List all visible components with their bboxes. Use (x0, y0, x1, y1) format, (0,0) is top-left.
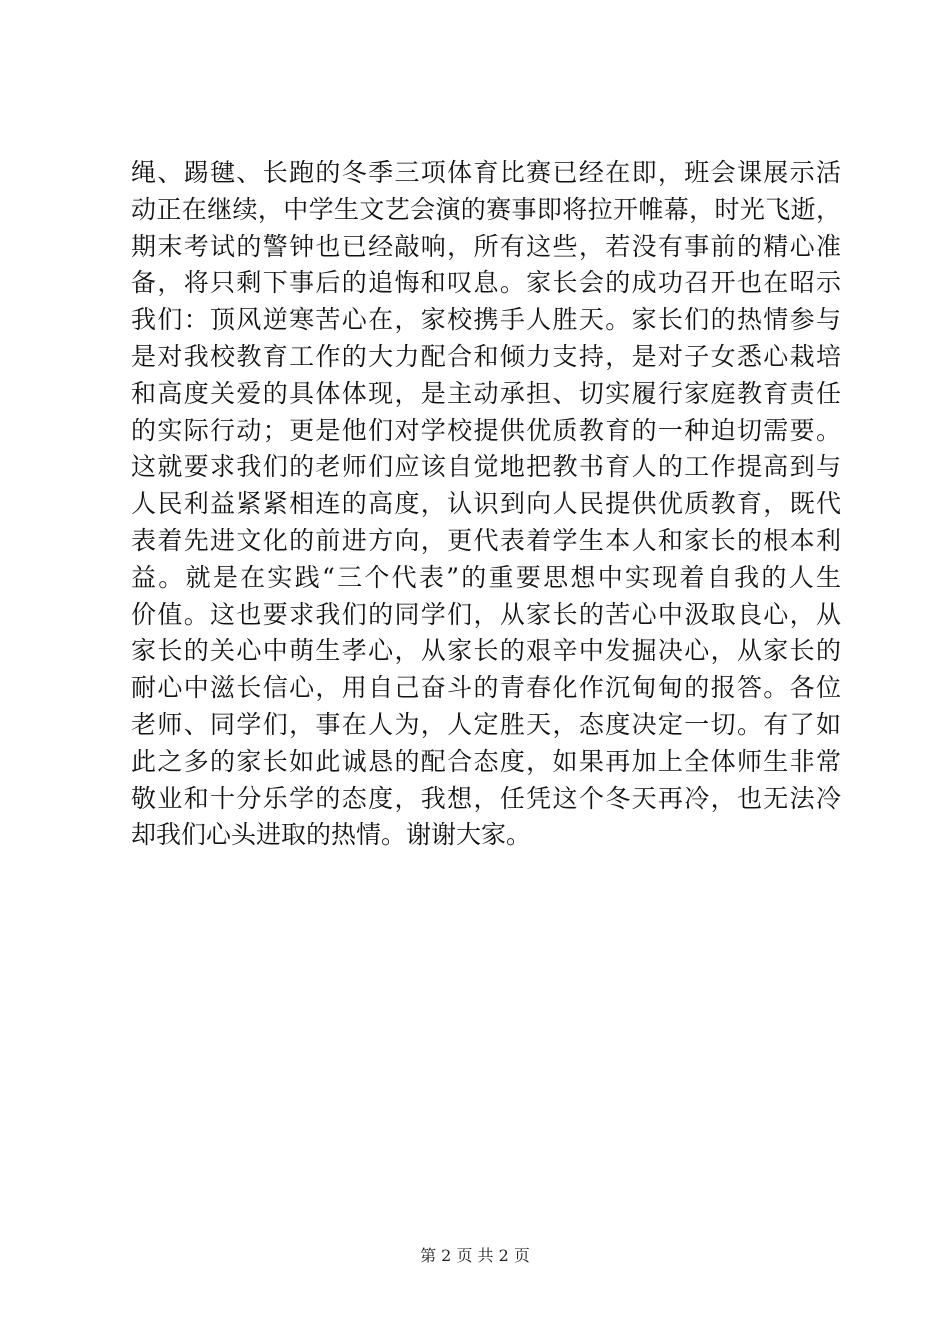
text-line: 期末考试的警钟也已经敲响，所有这些，若没有事前的精心准 (131, 231, 841, 261)
text-line: 价值。这也要求我们的同学们，从家长的苦心中汲取良心，从 (131, 599, 841, 629)
text-line: 备，将只剩下事后的追悔和叹息。家长会的成功召开也在昭示 (131, 268, 841, 298)
text-line: 表着先进文化的前进方向，更代表着学生本人和家长的根本利 (131, 525, 841, 555)
page-number-footer: 第 2 页 共 2 页 (420, 1246, 530, 1265)
text-line: 此之多的家长如此诚恳的配合态度，如果再加上全体师生非常 (131, 746, 841, 776)
text-line: 动正在继续，中学生文艺会演的赛事即将拉开帷幕，时光飞逝， (131, 194, 841, 224)
text-line: 我们：顶风逆寒苦心在，家校携手人胜天。家长们的热情参与 (131, 305, 841, 335)
text-line: 耐心中滋长信心，用自己奋斗的青春化作沉甸甸的报答。各位 (131, 673, 841, 703)
text-line: 的实际行动；更是他们对学校提供优质教育的一种迫切需要。 (131, 415, 841, 445)
text-line: 敬业和十分乐学的态度，我想，任凭这个冬天再冷，也无法冷 (131, 783, 841, 813)
text-line: 益。就是在实践“三个代表”的重要思想中实现着自我的人生 (131, 562, 841, 592)
text-line: 家长的关心中萌生孝心，从家长的艰辛中发掘决心，从家长的 (131, 636, 841, 666)
text-line: 是对我校教育工作的大力配合和倾力支持，是对子女悉心栽培 (131, 341, 841, 371)
text-line: 却我们心头进取的热情。谢谢大家。 (131, 820, 532, 850)
text-line: 老师、同学们，事在人为，人定胜天，态度决定一切。有了如 (131, 709, 841, 739)
text-line: 和高度关爱的具体体现，是主动承担、切实履行家庭教育责任 (131, 378, 841, 408)
text-line: 这就要求我们的老师们应该自觉地把教书育人的工作提高到与 (131, 452, 841, 482)
text-line: 人民利益紧紧相连的高度，认识到向人民提供优质教育，既代 (131, 489, 841, 519)
body-paragraph (131, 155, 841, 854)
text-line: 绳、踢毽、长跑的冬季三项体育比赛已经在即，班会课展示活 (131, 158, 841, 187)
